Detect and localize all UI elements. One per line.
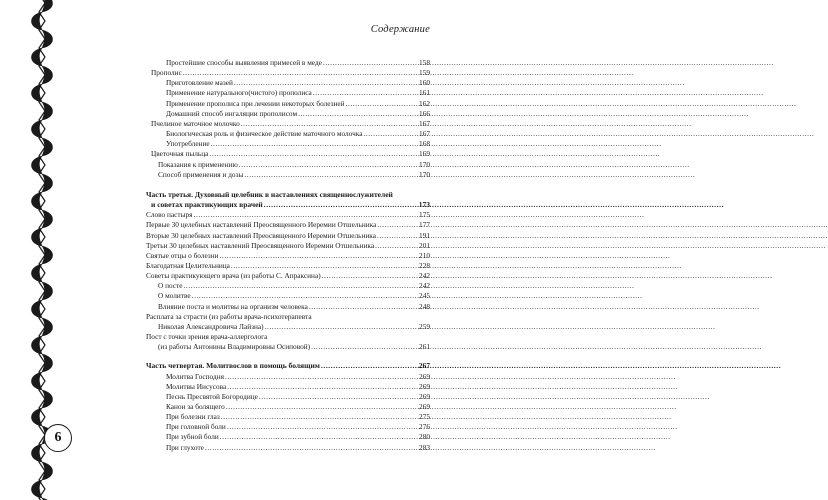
toc-entry-title: Употребление: [166, 139, 210, 149]
toc-entry-title: Влияние поста и молитвы на организм человека: [158, 301, 308, 311]
toc-part-title-text: Часть четвертая. Молитвослов в помощь болящим: [146, 361, 320, 371]
toc-page-number: 170: [419, 159, 430, 169]
dot-leader: [231, 261, 418, 271]
toc-page-number: 177: [419, 220, 430, 230]
dot-leader: [192, 291, 418, 301]
toc-entry-title: Третьи 30 целебных наставлений Преосвященного Иеремии Отшельника: [146, 240, 375, 250]
vine-leaf: [42, 102, 53, 120]
vine-leaf: [42, 390, 53, 408]
dot-leader: [239, 160, 418, 170]
toc-page-number: 267: [418, 361, 430, 371]
toc-page-number: 158: [419, 58, 430, 67]
toc-page-number: 201: [419, 240, 430, 250]
toc-page-number: 191: [419, 230, 430, 240]
dot-leader: [184, 281, 419, 291]
toc-entry-title: Расплата за страсти (из работы врача-психотерапевта: [146, 311, 312, 321]
toc-part-four: [146, 361, 430, 452]
toc-part-title-line2: и советах практикующих врачей: [151, 200, 263, 210]
toc-entry[interactable]: [146, 231, 430, 241]
toc-entry-title: Советы практикующего врача (из работы С. Апраксина): [146, 271, 321, 281]
toc-entry-title: Песнь Пресвятой Богородице: [166, 391, 258, 401]
toc-entry[interactable]: [146, 210, 430, 220]
dot-leader: [234, 78, 418, 88]
toc-page-number: 166: [419, 108, 430, 118]
toc-part-four-entries: [146, 372, 430, 453]
toc-part-title[interactable]: [146, 361, 430, 371]
toc-entry[interactable]: [146, 291, 430, 301]
dot-leader: [265, 322, 418, 332]
dot-leader: [377, 220, 418, 230]
vine-leaf: [42, 282, 53, 300]
toc-entry-title: Способ применения и дозы: [158, 169, 244, 179]
dot-leader: [363, 129, 418, 139]
toc-entry-title: О молитве: [158, 291, 191, 301]
toc-page-number: 269: [419, 402, 430, 411]
vine-leaf: [42, 462, 53, 480]
toc-entry-title: Слово пастыря: [146, 210, 193, 220]
toc-page-number: 228: [419, 260, 430, 270]
page-number: 6: [54, 430, 62, 445]
toc-page-number: 210: [419, 250, 430, 260]
toc-entry[interactable]: [146, 302, 430, 312]
table-of-contents: [146, 58, 430, 453]
toc-page-number: 160: [419, 78, 430, 88]
toc-entry-cont[interactable]: [146, 342, 430, 352]
toc-entry-title: Пчелиное маточное молочко: [151, 118, 240, 128]
toc-entry[interactable]: [146, 139, 430, 149]
toc-entry[interactable]: [146, 412, 430, 422]
toc-part-title-cont[interactable]: [146, 200, 430, 210]
toc-entry[interactable]: [146, 382, 430, 392]
toc-entry[interactable]: [146, 422, 430, 432]
dot-leader: [183, 68, 418, 78]
dot-leader: [377, 231, 418, 241]
toc-entry[interactable]: [146, 160, 430, 170]
dot-leader: [227, 382, 418, 392]
dot-leader: [220, 251, 419, 261]
dot-leader: [259, 392, 418, 402]
dot-leader: [244, 170, 418, 180]
vine-leaf: [42, 318, 53, 336]
dot-leader: [264, 200, 418, 210]
toc-page-number: 159: [419, 68, 430, 78]
toc-entry-title: (из работы Антонины Владимировны Осиповой): [158, 342, 311, 352]
toc-page-number: 245: [419, 291, 430, 301]
toc-page-number: 242: [419, 281, 430, 291]
toc-entry[interactable]: [146, 129, 430, 139]
toc-entry[interactable]: [146, 78, 430, 88]
toc-entry-title: Канон за болящего: [166, 402, 225, 411]
dot-leader: [298, 109, 418, 119]
dot-leader: [220, 432, 418, 442]
toc-entry-title: Первые 30 целебных наставлений Преосвященного Иеремии Отшельника: [146, 220, 377, 230]
toc-page-number: 175: [419, 210, 430, 220]
vine-leaf: [42, 210, 53, 228]
vine-leaf: [42, 30, 53, 48]
toc-entry[interactable]: [146, 241, 430, 251]
toc-page-number: 275: [419, 412, 430, 422]
toc-entry-title: Вторые 30 целебных наставлений Преосвященного Иеремии Отшельника: [146, 230, 376, 240]
dot-leader: [226, 402, 418, 412]
toc-entry[interactable]: [146, 261, 430, 271]
toc-page-number: 242: [419, 271, 430, 281]
dot-leader: [227, 422, 418, 432]
toc-entry[interactable]: [146, 432, 430, 442]
toc-entry-title: Применение прополиса при лечении некоторых болезней: [166, 98, 345, 108]
dot-leader: [309, 302, 418, 312]
toc-page-number: 259: [419, 321, 430, 331]
toc-entry-title: Простейшие способы выявления примесей в меде: [166, 58, 322, 67]
dot-leader: [322, 271, 418, 281]
dot-leader: [221, 412, 418, 422]
toc-page-number: 162: [419, 98, 430, 108]
dot-leader: [313, 88, 418, 98]
dot-leader: [346, 99, 419, 109]
toc-page-number: 283: [419, 442, 430, 452]
dot-leader: [205, 443, 418, 453]
toc-page-number: 170: [419, 169, 430, 179]
toc-entry[interactable]: [146, 372, 430, 382]
toc-entry-title: Показания к применению: [158, 159, 238, 169]
toc-page-number: 248: [419, 301, 430, 311]
toc-page-number: 280: [419, 432, 430, 442]
dot-leader: [211, 139, 418, 149]
toc-entry[interactable]: [146, 392, 430, 402]
toc-entry-title: При болезни глаз: [166, 412, 220, 422]
toc-entry-title: Пост с точки зрения врача-аллерголога: [146, 332, 268, 342]
toc-entry[interactable]: [146, 109, 430, 119]
toc-entry-title: При зубной боли: [166, 432, 219, 442]
page-number-badge: [44, 424, 72, 452]
toc-page-number: 173: [418, 200, 430, 210]
toc-entry-title: Молитва Господня: [166, 371, 224, 381]
toc-page-number: 261: [419, 342, 430, 352]
vine-leaf: [42, 138, 53, 156]
vine-leaf: [42, 354, 53, 372]
toc-entry[interactable]: [146, 220, 430, 230]
toc-part-title[interactable]: [146, 190, 430, 200]
toc-entry-title: Николая Александровича Лайзна): [158, 321, 264, 331]
toc-entry[interactable]: [146, 88, 430, 98]
toc-entry[interactable]: [146, 99, 430, 109]
toc-entry[interactable]: [146, 312, 430, 322]
toc-page-number: 168: [419, 139, 430, 149]
vine-leaf: [42, 246, 53, 264]
running-head: Содержание: [370, 24, 430, 35]
toc-page-number: 269: [419, 381, 430, 391]
dot-leader: [375, 241, 418, 251]
dot-leader: [225, 372, 418, 382]
toc-entry-title: Биологическая роль и физическое действие маточного молочка: [166, 129, 363, 139]
toc-entry[interactable]: [146, 271, 430, 281]
dot-leader: [311, 342, 418, 352]
toc-entry[interactable]: [146, 149, 430, 159]
vine-leaf: [42, 174, 53, 192]
toc-entry[interactable]: [146, 58, 430, 68]
vine-leaf: [42, 66, 53, 84]
toc-part-title-line1: Часть третья. Духовный целебник в наставлениях священнослужителей: [146, 189, 393, 199]
toc-entry[interactable]: [146, 170, 430, 180]
toc-entry-title: Домашний способ ингаляции прополисом: [166, 108, 298, 118]
toc-entry[interactable]: [146, 119, 430, 129]
dot-leader: [209, 149, 418, 159]
toc-entry-title: Святые отцы о болезни: [146, 250, 219, 260]
toc-part-three: [146, 190, 430, 353]
toc-entry-cont[interactable]: [146, 322, 430, 332]
toc-entry-title: Цветочная пыльца: [151, 149, 209, 159]
dot-leader: [321, 361, 418, 371]
toc-page-number: 161: [419, 88, 430, 98]
toc-entry-title: Благодатная Целительница: [146, 260, 230, 270]
toc-entry[interactable]: [146, 443, 430, 453]
dot-leader: [194, 210, 419, 220]
toc-page-number: 167: [419, 118, 430, 128]
toc-page-number: 269: [419, 391, 430, 401]
toc-entry-title: При глухоте: [166, 442, 204, 452]
toc-entry[interactable]: [146, 402, 430, 412]
toc-page-number: 167: [419, 129, 430, 139]
toc-entry[interactable]: [146, 251, 430, 261]
toc-entry[interactable]: [146, 281, 430, 291]
toc-page-number: 269: [419, 371, 430, 381]
toc-entry-title: При головной боли: [166, 422, 226, 432]
toc-entry-title: Прополис: [151, 68, 182, 78]
toc-entry[interactable]: [146, 68, 430, 78]
toc-entry-title: О посте: [158, 281, 183, 291]
toc-page-number: 276: [419, 422, 430, 432]
dot-leader: [241, 119, 418, 129]
toc-section-apiproducts: [146, 58, 430, 180]
toc-entry-title: Приготовление мазей: [166, 78, 233, 88]
toc-page-number: 169: [419, 149, 430, 159]
toc-entry-title: Молитвы Иисусова: [166, 381, 227, 391]
toc-part-three-entries: [146, 210, 430, 312]
toc-entry-title: Применение натурального(чистого) прополиса: [166, 88, 312, 98]
dot-leader: [323, 58, 418, 68]
toc-entry[interactable]: [146, 332, 430, 342]
